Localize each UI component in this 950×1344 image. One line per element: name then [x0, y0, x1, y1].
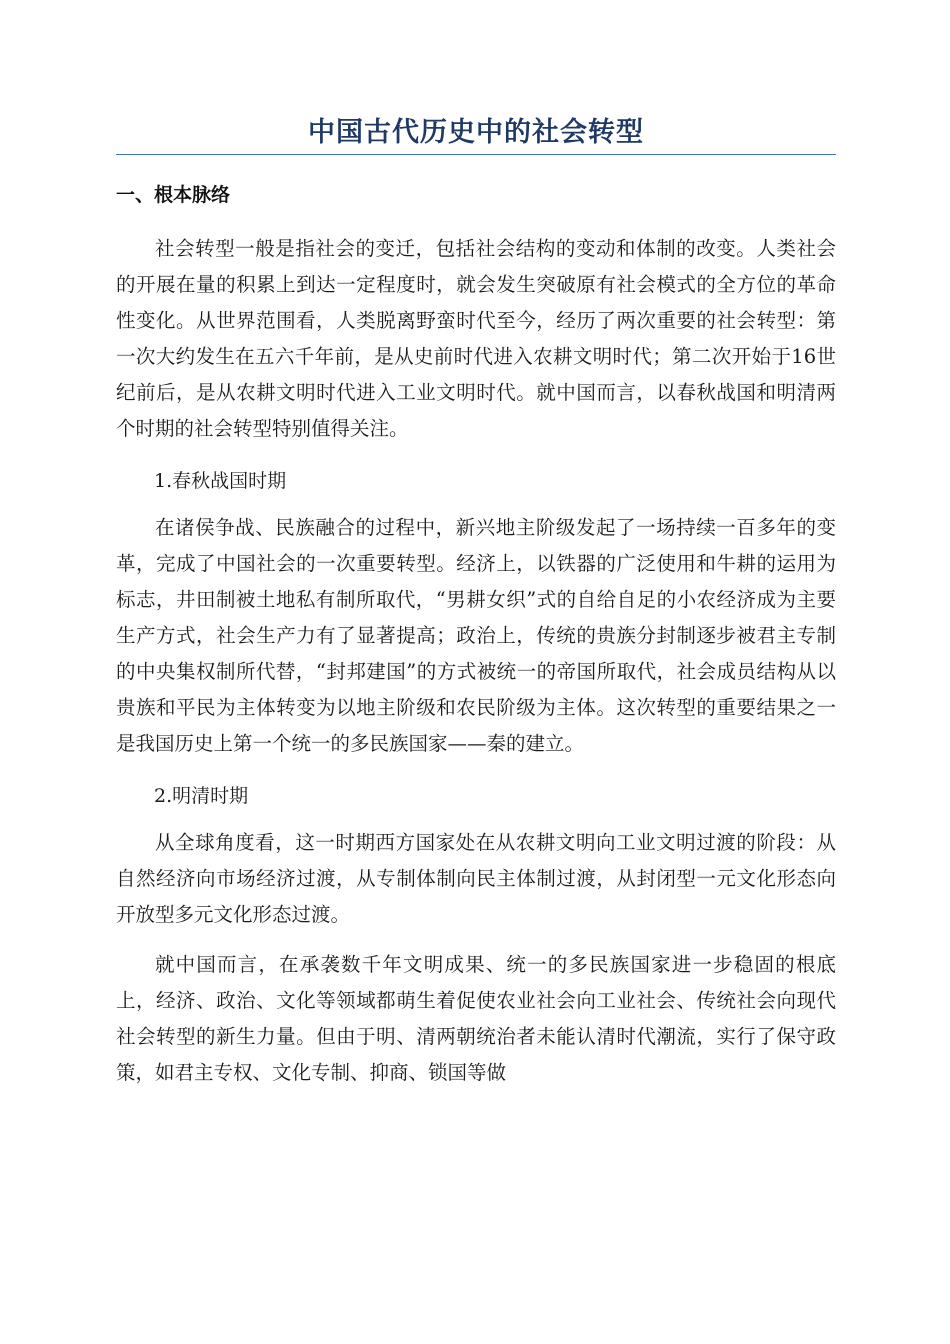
subheading-spring-autumn: 1.春秋战国时期	[154, 470, 287, 492]
paragraph-ming-qing-china: 就中国而言，在承袭数千年文明成果、统一的多民族国家进一步稳固的根底上，经济、政治、文化等领域都萌生着促使农业社会向工业社会、传统社会向现代社会转型的新生力量。但由于明、清两朝统治者未能认清时代潮流，实行了保守政策，如君主专权、文化专制、抑商、锁国等做	[116, 953, 836, 1084]
paragraph-ming-qing-global: 从全球角度看，这一时期西方国家处在从农耕文明向工业文明过渡的阶段：从自然经济向市场经济过渡，从专制体制向民主体制过渡，从封闭型一元文化形态向开放型多元文化形态过渡。	[116, 831, 836, 926]
paragraph-spring-autumn: 在诸侯争战、民族融合的过程中，新兴地主阶级发起了一场持续一百多年的变革，完成了中国社会的一次重要转型。经济上，以铁器的广泛使用和牛耕的运用为标志，井田制被土地私有制所取代，“男耕女织”式的自给自足的小农经济成为主要生产方式，社会生产力有了显著提高；政治上，传统的贵族分封制逐步被君主专制的中央集权制所代替，“封邦建国”的方式被统一的帝国所取代，社会成员结构从以贵族和平民为主体转变为以地主阶级和农民阶级为主体。这次转型的重要结果之一是我国历史上第一个统一的多民族国家——秦的建立。	[116, 516, 836, 755]
subheading-ming-qing: 2.明清时期	[154, 785, 249, 807]
intro-paragraph: 社会转型一般是指社会的变迁，包括社会结构的变动和体制的改变。人类社会的开展在量的积累上到达一定程度时，就会发生突破原有社会模式的全方位的革命性变化。从世界范围看，人类脱离野蛮时代至今，经历了两次重要的社会转型：第一次大约发生在五六千年前，是从史前时代进入农耕文明时代；第二次开始于16世纪前后，是从农耕文明时代进入工业文明时代。就中国而言，以春秋战国和明清两个时期的社会转型特别值得关注。	[116, 237, 836, 440]
document-body	[116, 112, 836, 1091]
title-underline	[116, 154, 836, 155]
section-heading: 一、根本脉络	[116, 184, 231, 206]
page-title: 中国古代历史中的社会转型	[308, 117, 644, 148]
